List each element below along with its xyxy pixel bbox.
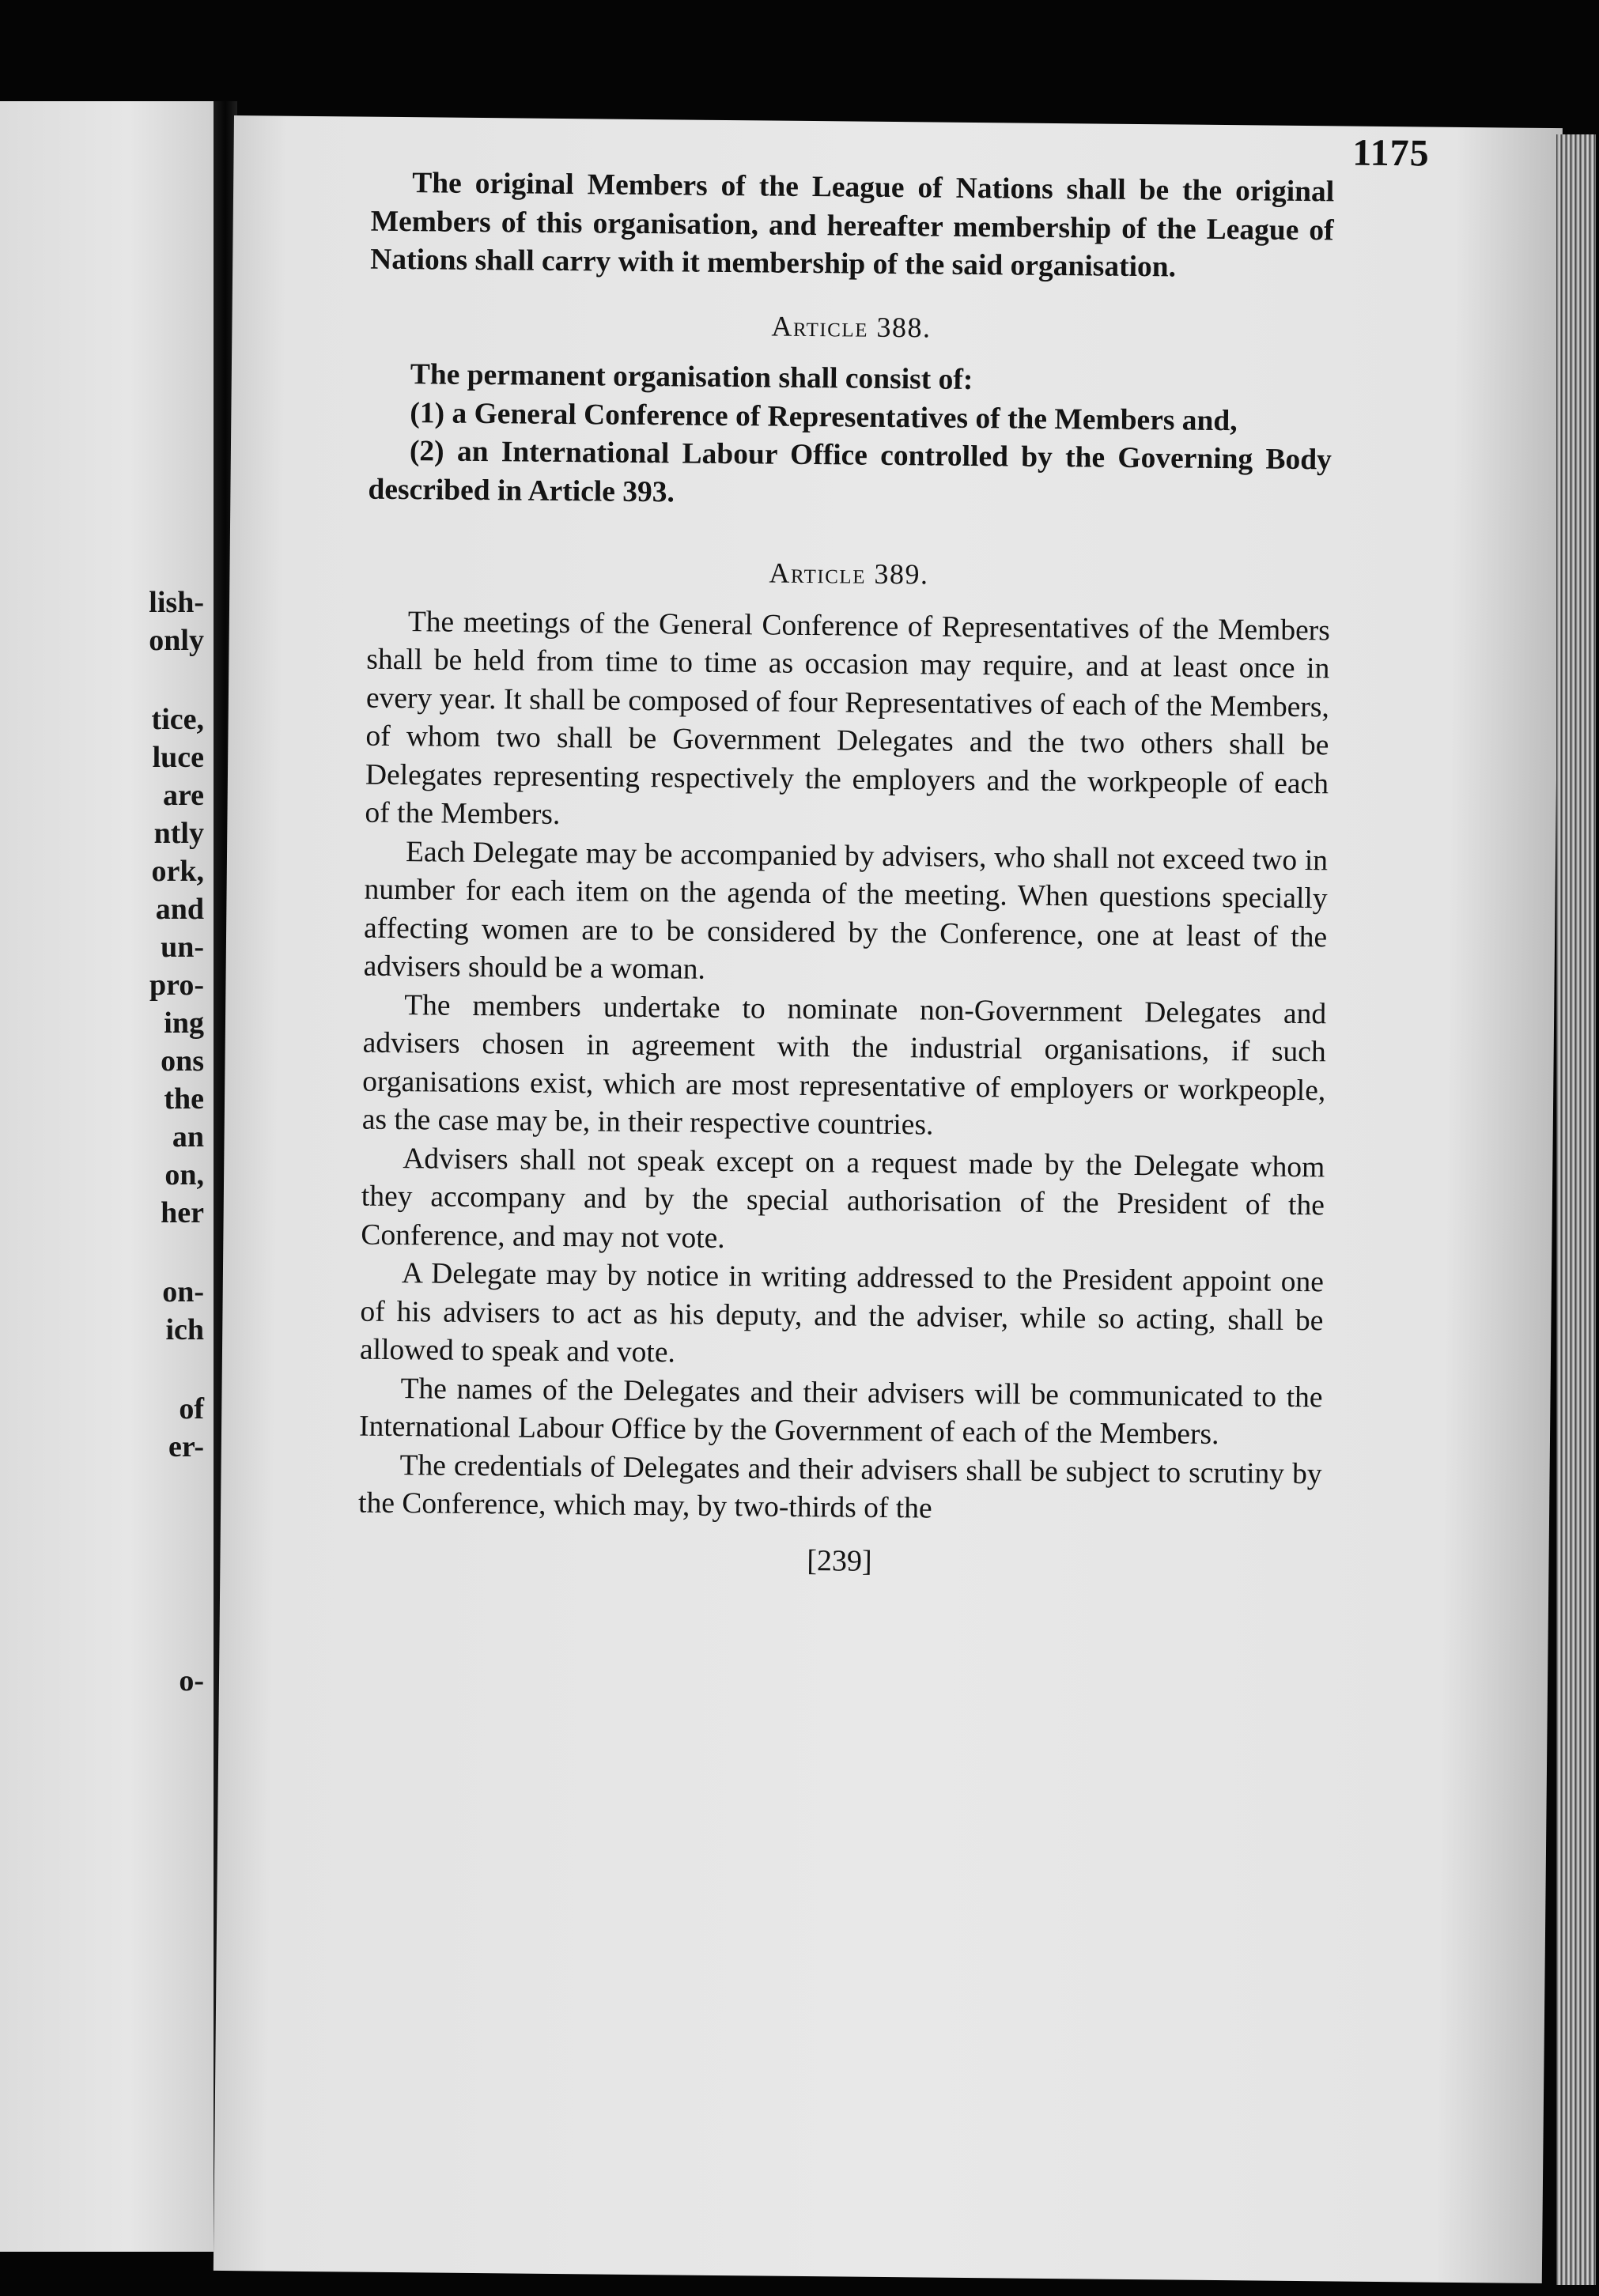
left-page-fragment: lish- [149,586,204,619]
left-page-fragment: ing [164,1006,204,1040]
left-page-fragment: luce [152,741,204,774]
page-body [357,164,1334,1585]
article-389-paragraph-7: The credentials of Delegates and their advisers shall be subject to scrutiny by the Conference, which may, by two-thirds of the [357,1448,1322,1525]
left-page-fragment: an [172,1120,204,1154]
article-389-paragraph-3: The members undertake to nominate non-Government Delegates and advisers chosen in agreement with the industrial organisations, if such organisations exist, which are most representative of employers or workpeople, as the case may be, in their respective countries. [361,988,1327,1142]
left-page-fragment: her [161,1196,204,1229]
left-page-fragment: and [155,893,204,926]
left-page-fragment: of [179,1392,204,1426]
article-388-item-2: (2) an International Labour Office controlled by the Governing Body described in Article 393. [368,435,1332,508]
intro-paragraph: The original Members of the League of Nations shall be the original Members of this organisation, and hereafter membership of the League of Nations shall carry with it membership of the said organisation. [370,167,1335,284]
left-page-fragment: on- [162,1275,204,1308]
page-edge-stack [1556,134,1596,2285]
left-facing-page [0,101,215,2252]
right-page [214,115,1563,2283]
left-page-fragment: un- [161,931,204,964]
left-page-fragment: the [164,1082,204,1116]
article-389-paragraph-5: A Delegate may by notice in writing addressed to the President appoint one of his advisers to act as his deputy, and the adviser, while so acting, shall be allowed to speak and vote. [359,1257,1325,1369]
left-page-fragment: tice, [151,703,204,736]
folio-number: [239] [807,1543,872,1578]
left-page-fragment: only [149,624,204,657]
article-388-item-1: (1) a General Conference of Representatives of the Members and, [410,396,1238,437]
left-page-fragment: on, [164,1158,204,1191]
left-page-fragment: ntly [153,817,204,850]
left-page-fragment: are [162,779,204,812]
left-page-fragment: ork, [151,855,204,888]
article-388-lead: The permanent organisation shall consist of: [410,358,973,396]
article-389-heading: Article 389. [769,557,929,591]
article-389-paragraph-1: The meetings of the General Conference of Representatives of the Members shall be held from time to time as occasion may require, and at least once in every year. It shall be composed of four Representatives of each of the Members, of whom two shall be Government Delegates and the two others shall be Delegates representing respectively the employers and the workpeople of each of the Members. [365,605,1331,831]
page-number: 1175 [1351,131,1430,175]
article-389-paragraph-4: Advisers shall not speak except on a request made by the Delegate whom they accompany and by the special authorisation of the President of the Conference, and may not vote. [361,1142,1325,1255]
left-page-fragment: ons [161,1044,204,1078]
article-389-paragraph-2: Each Delegate may be accompanied by advisers, who shall not exceed two in number for each item on the agenda of the meeting. When questions specially affecting women are to be considered by the Conference, one at least of the advisers should be a woman. [363,835,1329,986]
left-page-fragment: o- [179,1664,204,1697]
article-388-heading: Article 388. [771,310,932,343]
left-page-fragment: er- [168,1430,204,1463]
article-389-paragraph-6: The names of the Delegates and their advisers will be communicated to the International Labour Office by the Government of each of the Members. [358,1372,1323,1452]
left-page-fragment: pro- [149,969,204,1002]
left-page-fragment: ich [165,1313,204,1346]
